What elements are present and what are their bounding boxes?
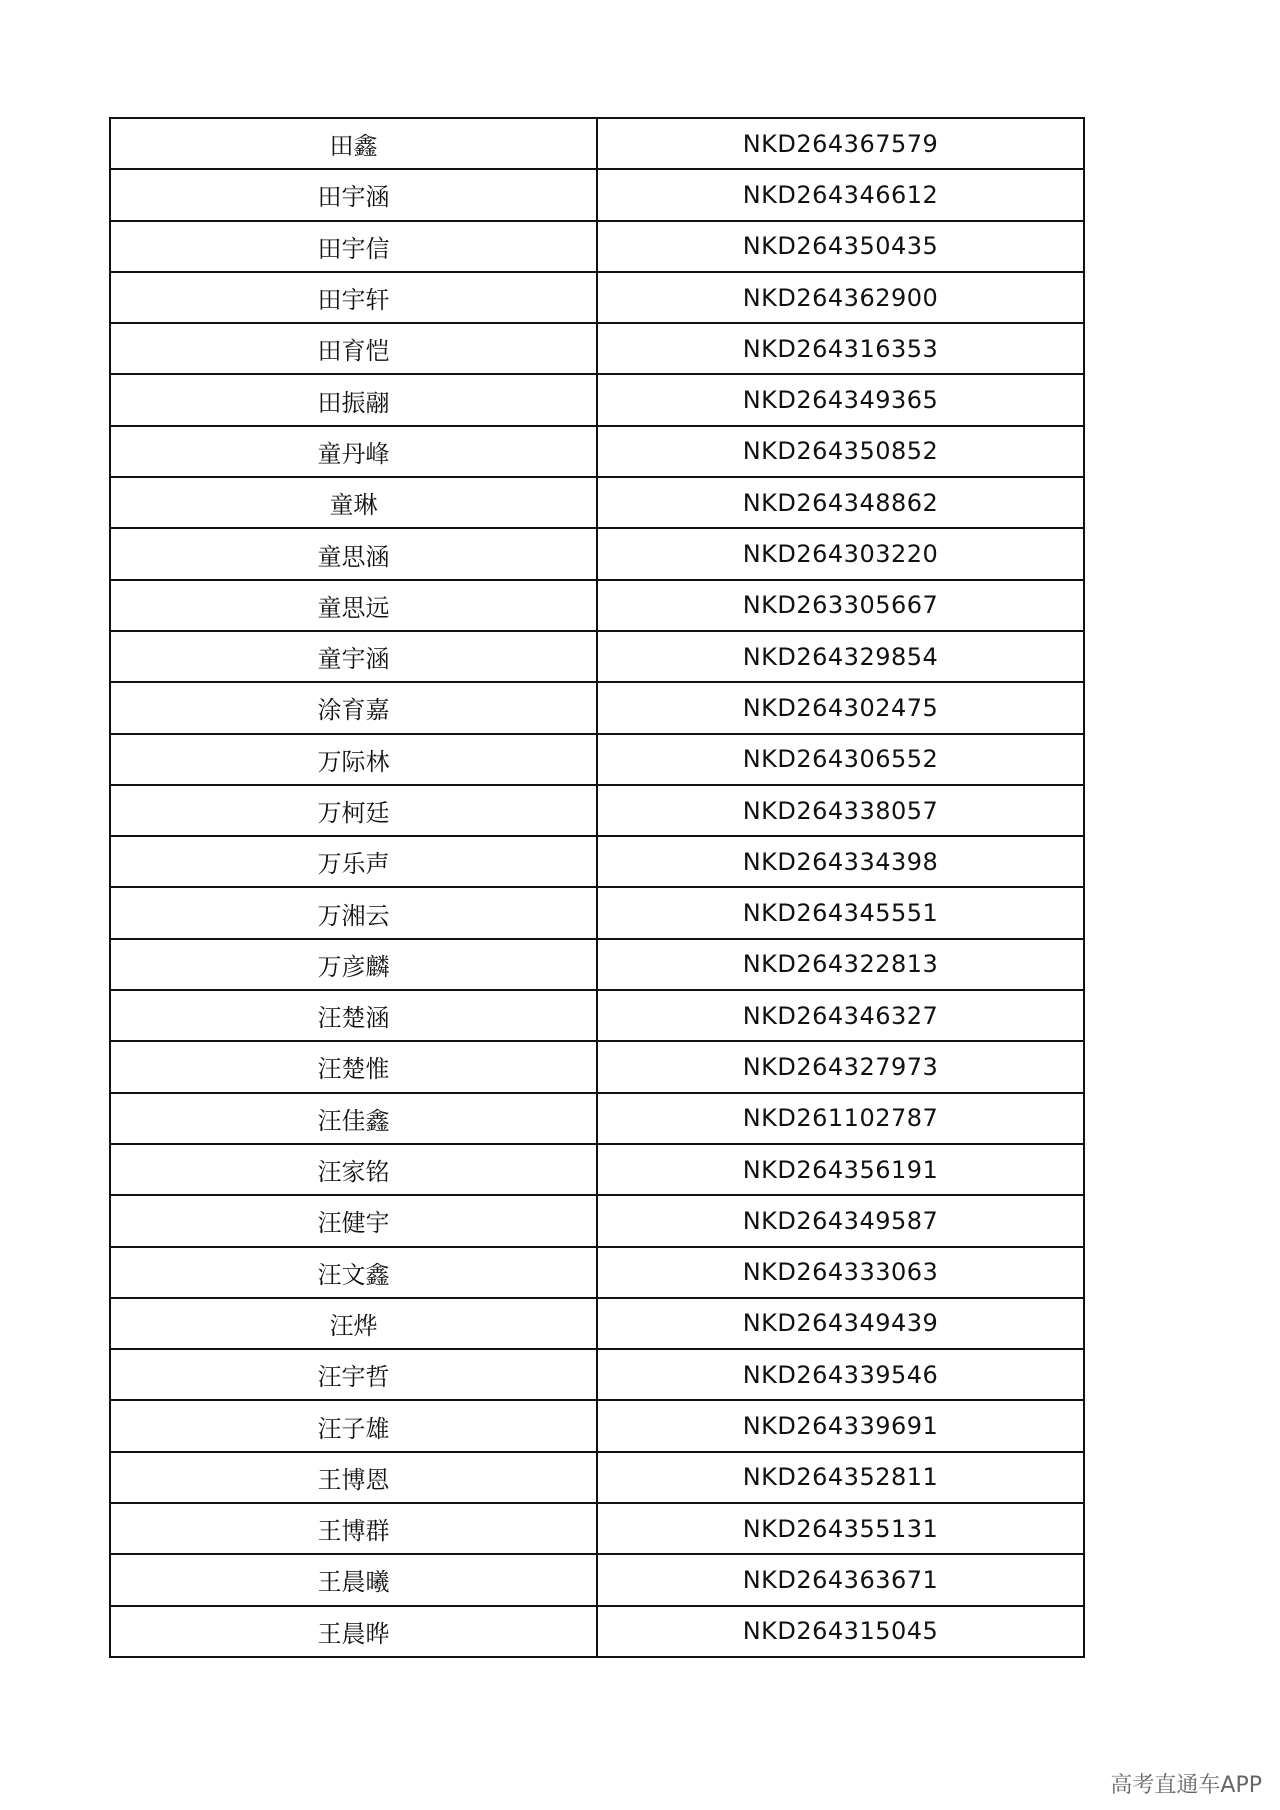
name-cell: 汪楚涵 <box>110 990 597 1041</box>
table-row <box>110 272 1084 323</box>
name-cell: 万际林 <box>110 734 597 785</box>
table-row <box>110 169 1084 220</box>
name-cell: 汪烨 <box>110 1298 597 1349</box>
table-row <box>110 528 1084 579</box>
table-row <box>110 426 1084 477</box>
table-row <box>110 1554 1084 1605</box>
name-id-table <box>109 117 1085 1658</box>
name-cell: 汪家铭 <box>110 1144 597 1195</box>
name-cell: 童宇涵 <box>110 631 597 682</box>
id-cell: NKD264350852 <box>597 426 1084 477</box>
table-row <box>110 785 1084 836</box>
table-row <box>110 1400 1084 1451</box>
name-cell: 万柯廷 <box>110 785 597 836</box>
id-cell: NKD264327973 <box>597 1041 1084 1092</box>
table-row <box>110 1144 1084 1195</box>
name-cell: 田宇轩 <box>110 272 597 323</box>
id-cell: NKD264362900 <box>597 272 1084 323</box>
name-cell: 田鑫 <box>110 118 597 169</box>
name-cell: 童丹峰 <box>110 426 597 477</box>
id-cell: NKD264339691 <box>597 1400 1084 1451</box>
table-row <box>110 221 1084 272</box>
table-row <box>110 1041 1084 1092</box>
id-cell: NKD264346612 <box>597 169 1084 220</box>
id-cell: NKD264333063 <box>597 1247 1084 1298</box>
table-row <box>110 1195 1084 1246</box>
id-cell: NKD264329854 <box>597 631 1084 682</box>
name-cell: 童思涵 <box>110 528 597 579</box>
table-row <box>110 1247 1084 1298</box>
id-cell: NKD264306552 <box>597 734 1084 785</box>
id-cell: NKD261102787 <box>597 1093 1084 1144</box>
name-cell: 王博恩 <box>110 1452 597 1503</box>
name-cell: 王晨曦 <box>110 1554 597 1605</box>
table-row <box>110 1349 1084 1400</box>
table-row <box>110 374 1084 425</box>
table-row <box>110 631 1084 682</box>
id-cell: NKD264352811 <box>597 1452 1084 1503</box>
table-row <box>110 118 1084 169</box>
name-cell: 万乐声 <box>110 836 597 887</box>
id-cell: NKD264363671 <box>597 1554 1084 1605</box>
id-cell: NKD264367579 <box>597 118 1084 169</box>
name-cell: 汪文鑫 <box>110 1247 597 1298</box>
name-cell: 汪楚惟 <box>110 1041 597 1092</box>
name-cell: 王博群 <box>110 1503 597 1554</box>
table-row <box>110 1606 1084 1657</box>
id-cell: NKD263305667 <box>597 580 1084 631</box>
id-cell: NKD264349587 <box>597 1195 1084 1246</box>
table-row <box>110 477 1084 528</box>
id-cell: NKD264339546 <box>597 1349 1084 1400</box>
id-cell: NKD264350435 <box>597 221 1084 272</box>
name-cell: 汪佳鑫 <box>110 1093 597 1144</box>
id-cell: NKD264334398 <box>597 836 1084 887</box>
table-row <box>110 1298 1084 1349</box>
id-cell: NKD264356191 <box>597 1144 1084 1195</box>
name-cell: 童思远 <box>110 580 597 631</box>
name-cell: 汪健宇 <box>110 1195 597 1246</box>
watermark-text: 高考直通车APP <box>1110 1773 1262 1798</box>
id-cell: NKD264348862 <box>597 477 1084 528</box>
id-cell: NKD264345551 <box>597 887 1084 938</box>
id-cell: NKD264302475 <box>597 682 1084 733</box>
table-row <box>110 887 1084 938</box>
name-cell: 田振翮 <box>110 374 597 425</box>
table-row <box>110 682 1084 733</box>
id-cell: NKD264349365 <box>597 374 1084 425</box>
id-cell: NKD264346327 <box>597 990 1084 1041</box>
table-row <box>110 1452 1084 1503</box>
name-cell: 汪宇哲 <box>110 1349 597 1400</box>
table-row <box>110 1503 1084 1554</box>
id-cell: NKD264315045 <box>597 1606 1084 1657</box>
id-cell: NKD264355131 <box>597 1503 1084 1554</box>
name-cell: 万彦麟 <box>110 939 597 990</box>
name-cell: 童琳 <box>110 477 597 528</box>
name-cell: 田宇涵 <box>110 169 597 220</box>
name-cell: 王晨晔 <box>110 1606 597 1657</box>
id-cell: NKD264303220 <box>597 528 1084 579</box>
id-cell: NKD264349439 <box>597 1298 1084 1349</box>
name-cell: 涂育嘉 <box>110 682 597 733</box>
table-row <box>110 323 1084 374</box>
table-row <box>110 939 1084 990</box>
name-cell: 田育恺 <box>110 323 597 374</box>
name-cell: 田宇信 <box>110 221 597 272</box>
table-row <box>110 836 1084 887</box>
table-row <box>110 1093 1084 1144</box>
id-cell: NKD264338057 <box>597 785 1084 836</box>
id-cell: NKD264322813 <box>597 939 1084 990</box>
table-body <box>110 118 1084 1657</box>
id-cell: NKD264316353 <box>597 323 1084 374</box>
table-row <box>110 580 1084 631</box>
table-row <box>110 734 1084 785</box>
table-row <box>110 990 1084 1041</box>
name-cell: 万湘云 <box>110 887 597 938</box>
name-cell: 汪子雄 <box>110 1400 597 1451</box>
